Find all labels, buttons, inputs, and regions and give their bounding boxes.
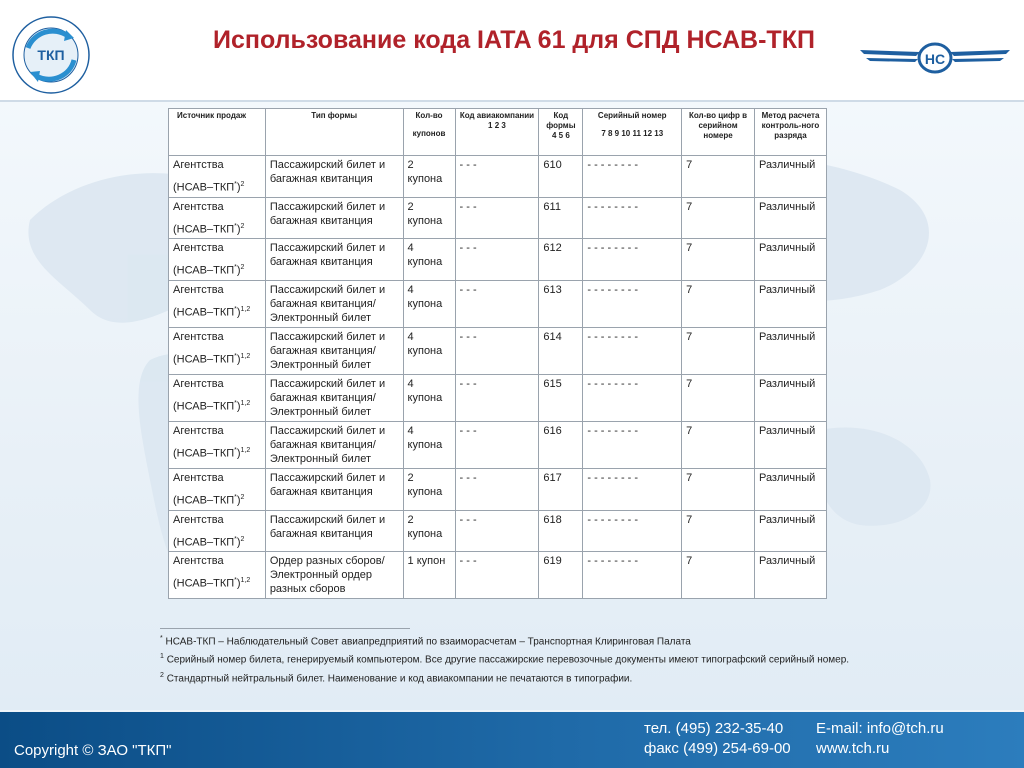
cell-serial-count: 7 <box>682 197 755 239</box>
source-sub: (НСАВ–ТКП*)$^{1,2}$ <box>173 305 251 319</box>
source-sup-note: 2 <box>240 493 245 501</box>
footnote-2 <box>160 669 920 686</box>
source-sup-note: 2 <box>240 222 245 230</box>
cell-coupons: 4 купона <box>403 327 455 374</box>
cell-serial: - - - - - - - - <box>583 327 682 374</box>
table-row <box>169 280 827 327</box>
source-label: Агентства <box>173 424 224 437</box>
tkp-logo <box>10 14 92 96</box>
cell-serial: - - - - - - - - <box>583 156 682 198</box>
cell-airline-code: - - - <box>455 239 539 281</box>
cell-serial: - - - - - - - - <box>583 374 682 421</box>
source-sup-star: * <box>234 222 237 230</box>
col-header-serial-count: Кол-во цифр в серийном номере <box>682 109 755 156</box>
source-sub-text: (НСАВ–ТКП <box>173 181 235 194</box>
cell-form-code: 617 <box>539 468 583 510</box>
source-label: Агентства <box>173 330 224 343</box>
footnote-text: Стандартный нейтральный билет. Наименование и код авиакомпании не печатаются в типографии. <box>166 672 633 684</box>
cell-source <box>169 421 266 468</box>
source-sub: (НСАВ–ТКП*)$^{1,2}$ <box>173 399 251 413</box>
cell-serial: - - - - - - - - <box>583 552 682 599</box>
cell-coupons: 2 купона <box>403 197 455 239</box>
cell-serial-count: 7 <box>682 552 755 599</box>
source-sub-text: (НСАВ–ТКП <box>173 577 235 590</box>
cell-form-code: 619 <box>539 552 583 599</box>
cell-serial-count: 7 <box>682 510 755 552</box>
tkp-logo-icon <box>10 14 92 96</box>
table-row <box>169 327 827 374</box>
cell-coupons: 2 купона <box>403 156 455 198</box>
col-header-coupons <box>403 109 455 156</box>
cell-source <box>169 552 266 599</box>
table-row <box>169 156 827 198</box>
copyright-text: Copyright © ЗАО "ТКП" <box>14 742 172 759</box>
cell-airline-code: - - - <box>455 552 539 599</box>
table-row <box>169 421 827 468</box>
source-sub-text: (НСАВ–ТКП <box>173 400 235 413</box>
source-sup-star: * <box>234 264 237 272</box>
cell-form-code: 611 <box>539 197 583 239</box>
col-header-form-code <box>539 109 583 156</box>
form-code-header: Код формы <box>546 111 576 130</box>
cell-serial-count: 7 <box>682 239 755 281</box>
col-header-serial <box>583 109 682 156</box>
cell-form-type: Пассажирский билет и багажная квитанция/Электронный билет <box>265 421 403 468</box>
cell-serial-count: 7 <box>682 421 755 468</box>
cell-check-method: Различный <box>754 156 826 198</box>
cell-form-code: 612 <box>539 239 583 281</box>
logo-left-text: ТКП <box>37 47 65 63</box>
source-sup-star: * <box>234 535 237 543</box>
cell-serial-count: 7 <box>682 468 755 510</box>
source-sub: (НСАВ–ТКП*)$^{1,2}$ <box>173 352 251 366</box>
cell-source <box>169 156 266 198</box>
cell-form-type: Пассажирский билет и багажная квитанция/Электронный билет <box>265 374 403 421</box>
source-label: Агентства <box>173 471 224 484</box>
source-sub: (НСАВ–ТКП*)$^2$ <box>173 493 245 507</box>
footnote-star <box>160 632 920 649</box>
table-body <box>169 156 827 599</box>
col-header-check-method: Метод расчета контроль-ного разряда <box>754 109 826 156</box>
cell-form-type: Пассажирский билет и багажная квитанция <box>265 239 403 281</box>
phone-text: тел. (495) 232-35-40 <box>644 720 784 737</box>
source-label: Агентства <box>173 242 224 255</box>
table-header-row <box>169 109 827 156</box>
cell-source <box>169 197 266 239</box>
cell-airline-code: - - - <box>455 510 539 552</box>
cell-coupons: 4 купона <box>403 374 455 421</box>
cell-airline-code: - - - <box>455 197 539 239</box>
cell-serial: - - - - - - - - <box>583 510 682 552</box>
source-sup-note: 1,2 <box>240 446 251 454</box>
source-sub: (НСАВ–ТКП*)$^{1,2}$ <box>173 577 251 590</box>
source-sub-text: (НСАВ–ТКП <box>173 494 235 507</box>
source-sup-note: 1,2 <box>240 399 251 407</box>
cell-source <box>169 510 266 552</box>
cell-coupons: 2 купона <box>403 510 455 552</box>
cell-form-type: Пассажирский билет и багажная квитанция <box>265 156 403 198</box>
cell-check-method: Различный <box>754 421 826 468</box>
page-header <box>0 0 1024 102</box>
table-row <box>169 239 827 281</box>
page-title: Использование кода IATA 61 для СПД НСАВ-ТКП <box>213 26 815 54</box>
col-header-source: Источник продаж <box>169 109 266 156</box>
cell-check-method: Различный <box>754 239 826 281</box>
source-sub: (НСАВ–ТКП*)$^2$ <box>173 181 245 194</box>
source-sup-note: 1,2 <box>240 577 251 585</box>
cell-coupons: 1 купон <box>403 552 455 599</box>
source-label: Агентства <box>173 513 224 526</box>
source-sub: (НСАВ–ТКП*)$^2$ <box>173 222 245 236</box>
cell-serial-count: 7 <box>682 327 755 374</box>
cell-check-method: Различный <box>754 510 826 552</box>
source-sub: (НСАВ–ТКП*)$^2$ <box>173 535 245 549</box>
source-sub-text: (НСАВ–ТКП <box>173 536 235 549</box>
cell-source <box>169 374 266 421</box>
form-code-digits: 4 5 6 <box>551 131 570 140</box>
cell-form-code: 610 <box>539 156 583 198</box>
source-sup-note: 2 <box>240 264 245 272</box>
table-row <box>169 468 827 510</box>
cell-check-method: Различный <box>754 327 826 374</box>
email-link[interactable]: E-mail: info@tch.ru <box>816 720 944 737</box>
source-sub-text: (НСАВ–ТКП <box>173 223 235 236</box>
cell-airline-code: - - - <box>455 468 539 510</box>
cell-source <box>169 468 266 510</box>
source-sup-note: 1,2 <box>240 352 251 360</box>
cell-form-type: Пассажирский билет и багажная квитанция <box>265 197 403 239</box>
cell-check-method: Различный <box>754 468 826 510</box>
col-header-airline-code <box>455 109 539 156</box>
table-row <box>169 197 827 239</box>
source-sup-star: * <box>234 577 237 585</box>
cell-airline-code: - - - <box>455 421 539 468</box>
cell-coupons: 4 купона <box>403 280 455 327</box>
cell-airline-code: - - - <box>455 327 539 374</box>
source-label: Агентства <box>173 377 224 390</box>
cell-airline-code: - - - <box>455 374 539 421</box>
cell-coupons: 4 купона <box>403 239 455 281</box>
cell-form-code: 618 <box>539 510 583 552</box>
source-sup-star: * <box>234 399 237 407</box>
cell-serial: - - - - - - - - <box>583 421 682 468</box>
serial-header: Серийный номер <box>597 111 667 120</box>
logo-right-text: НС <box>924 51 946 67</box>
cell-coupons: 4 купона <box>403 421 455 468</box>
footnote-mark: * <box>160 635 163 642</box>
source-sup-note: 2 <box>240 181 245 188</box>
forms-table-container <box>168 108 827 599</box>
cell-form-code: 613 <box>539 280 583 327</box>
source-sub-text: (НСАВ–ТКП <box>173 353 235 366</box>
cell-serial: - - - - - - - - <box>583 197 682 239</box>
cell-form-code: 615 <box>539 374 583 421</box>
col-header-form-type: Тип формы <box>265 109 403 156</box>
source-sub: (НСАВ–ТКП*)$^2$ <box>173 264 245 277</box>
cell-source <box>169 327 266 374</box>
cell-coupons: 2 купона <box>403 468 455 510</box>
cell-serial: - - - - - - - - <box>583 239 682 281</box>
cell-airline-code: - - - <box>455 280 539 327</box>
source-sup-star: * <box>234 305 237 313</box>
fax-text: факс (499) 254-69-00 <box>644 740 791 757</box>
source-sup-note: 1,2 <box>240 305 251 313</box>
airline-code-digits: 1 2 3 <box>488 121 506 130</box>
cell-serial: - - - - - - - - <box>583 468 682 510</box>
cell-form-type: Пассажирский билет и багажная квитанция <box>265 468 403 510</box>
source-label: Агентства <box>173 283 224 296</box>
cell-form-code: 616 <box>539 421 583 468</box>
cell-check-method: Различный <box>754 197 826 239</box>
cell-source <box>169 280 266 327</box>
source-sub-text: (НСАВ–ТКП <box>173 447 235 460</box>
cell-form-type: Ордер разных сборов/Электронный ордер разных сборов <box>265 552 403 599</box>
cell-form-code: 614 <box>539 327 583 374</box>
footnotes <box>160 632 920 687</box>
forms-table <box>168 108 827 599</box>
table-row <box>169 510 827 552</box>
cell-serial-count: 7 <box>682 156 755 198</box>
source-sub-text: (НСАВ–ТКП <box>173 306 235 319</box>
coupons-header-top: Кол-во <box>415 111 443 120</box>
footnote-text: НСАВ-ТКП – Наблюдательный Совет авиапредприятий по взаиморасчетам – Транспортная Клиринговая Палата <box>165 636 691 648</box>
cell-check-method: Различный <box>754 552 826 599</box>
source-sup-star: * <box>234 181 237 188</box>
source-label: Агентства <box>173 159 224 171</box>
cell-check-method: Различный <box>754 280 826 327</box>
table-row <box>169 374 827 421</box>
footnote-1 <box>160 650 920 667</box>
cell-serial-count: 7 <box>682 280 755 327</box>
cell-check-method: Различный <box>754 374 826 421</box>
table-row <box>169 552 827 599</box>
footnote-mark: 2 <box>160 671 164 679</box>
cell-serial: - - - - - - - - <box>583 280 682 327</box>
airline-code-header: Код авиакомпании <box>459 111 535 120</box>
ns-logo <box>860 40 1010 80</box>
footnote-mark: 1 <box>160 653 164 661</box>
serial-digits: 7 8 9 10 11 12 13 <box>601 129 664 138</box>
wings-logo-icon <box>860 40 1010 80</box>
page-footer <box>0 712 1024 768</box>
cell-source <box>169 239 266 281</box>
cell-airline-code: - - - <box>455 156 539 198</box>
cell-form-type: Пассажирский билет и багажная квитанция <box>265 510 403 552</box>
website-link[interactable]: www.tch.ru <box>816 740 890 757</box>
source-sub-text: (НСАВ–ТКП <box>173 264 235 277</box>
cell-form-type: Пассажирский билет и багажная квитанция/Электронный билет <box>265 327 403 374</box>
footnote-text: Серийный номер билета, генерируемый компьютером. Все другие пассажирские перевозочные документы имеют типографский серийный номер. <box>166 654 850 666</box>
source-sub: (НСАВ–ТКП*)$^{1,2}$ <box>173 446 251 460</box>
source-sup-star: * <box>234 493 237 501</box>
cell-serial-count: 7 <box>682 374 755 421</box>
source-sup-star: * <box>234 446 237 454</box>
source-label: Агентства <box>173 555 224 568</box>
source-sup-note: 2 <box>240 535 245 543</box>
source-sup-star: * <box>234 352 237 360</box>
footnote-divider <box>160 628 410 629</box>
cell-form-type: Пассажирский билет и багажная квитанция/Электронный билет <box>265 280 403 327</box>
source-label: Агентства <box>173 200 224 213</box>
coupons-header-bottom: купонов <box>412 129 446 138</box>
